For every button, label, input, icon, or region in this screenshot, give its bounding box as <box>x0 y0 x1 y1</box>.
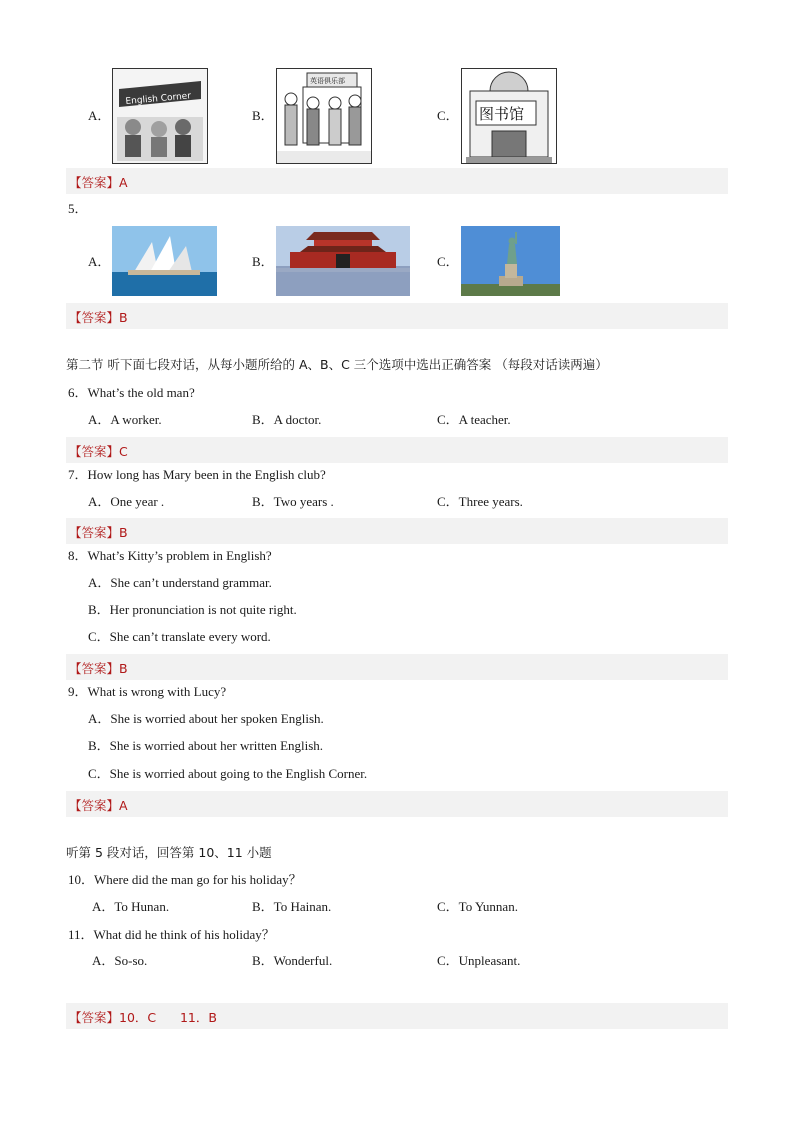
q4-answer: 【答案】A <box>69 175 128 190</box>
q9-answer-box <box>66 791 728 817</box>
q10-11-answer: 【答案】10．C 11．B <box>69 1010 217 1025</box>
english-corner-sign: English Corner <box>125 91 192 108</box>
english-corner-image <box>112 68 208 164</box>
q7-question: 7．How long has Mary been in the English club? <box>68 467 326 482</box>
q8-option-b: B．Her pronunciation is not quite right. <box>88 602 297 617</box>
q7-option-a: A．One year . <box>88 494 165 509</box>
q7-option-b: B．Two years . <box>252 494 334 509</box>
q10-option-c: C．To Yunnan. <box>437 899 518 914</box>
q8-answer-box <box>66 654 728 680</box>
q5-number: 5． <box>68 201 88 216</box>
q9-option-c: C．She is worried about going to the English Corner. <box>88 766 368 781</box>
q7-answer: 【答案】B <box>69 525 128 540</box>
q10-option-a: A．To Hunan. <box>92 899 170 914</box>
q6-option-c: C．A teacher. <box>437 412 511 427</box>
dialog5-intro: 听第 5 段对话，回答第 10、11 小题 <box>66 845 272 860</box>
q4-answer-box <box>66 168 728 194</box>
q8-answer: 【答案】B <box>69 661 128 676</box>
q10-option-b: B．To Hainan. <box>252 899 332 914</box>
statue-of-liberty-image <box>461 226 560 296</box>
q11-option-c: C．Unpleasant. <box>437 953 521 968</box>
q5-option-c-label: C． <box>437 254 459 269</box>
english-club-sign: 英语俱乐部 <box>310 77 345 85</box>
library-sign: 图书馆 <box>479 105 525 123</box>
q4-option-b-label: B． <box>252 108 274 123</box>
q5-option-b-label: B． <box>252 254 274 269</box>
q5-answer-box <box>66 303 728 329</box>
q6-answer: 【答案】C <box>69 444 128 459</box>
english-club-image <box>276 68 372 164</box>
q11-question: 11．What did he think of his holiday？ <box>68 927 275 942</box>
q8-option-c: C．She can’t translate every word. <box>88 629 271 644</box>
q5-option-a-label: A． <box>88 254 111 269</box>
q9-answer: 【答案】A <box>69 798 128 813</box>
q7-answer-box <box>66 518 728 544</box>
q11-option-b: B．Wonderful. <box>252 953 333 968</box>
q10-question: 10．Where did the man go for his holiday？ <box>68 872 302 887</box>
q6-option-b: B．A doctor. <box>252 412 322 427</box>
q10-11-answer-box <box>66 1003 728 1029</box>
q6-question: 6．What’s the old man? <box>68 385 195 400</box>
q4-option-a-label: A． <box>88 108 111 123</box>
q8-question: 8．What’s Kitty’s problem in English? <box>68 548 272 563</box>
q5-answer: 【答案】B <box>69 310 128 325</box>
q8-option-a: A．She can’t understand grammar. <box>88 575 272 590</box>
library-image <box>461 68 557 164</box>
q11-option-a: A．So-so. <box>92 953 148 968</box>
tiananmen-image <box>276 226 410 296</box>
q6-answer-box <box>66 437 728 463</box>
sydney-opera-house-image <box>112 226 217 296</box>
q4-option-c-label: C． <box>437 108 459 123</box>
q9-question: 9．What is wrong with Lucy? <box>68 684 227 699</box>
section2-heading: 第二节 听下面七段对话，从每小题所给的 A、B、C 三个选项中选出正确答案 （每段对话读两遍） <box>66 357 608 372</box>
q6-option-a: A．A worker. <box>88 412 162 427</box>
q9-option-a: A．She is worried about her spoken English. <box>88 711 324 726</box>
q9-option-b: B．She is worried about her written English. <box>88 738 324 753</box>
q7-option-c: C．Three years. <box>437 494 523 509</box>
